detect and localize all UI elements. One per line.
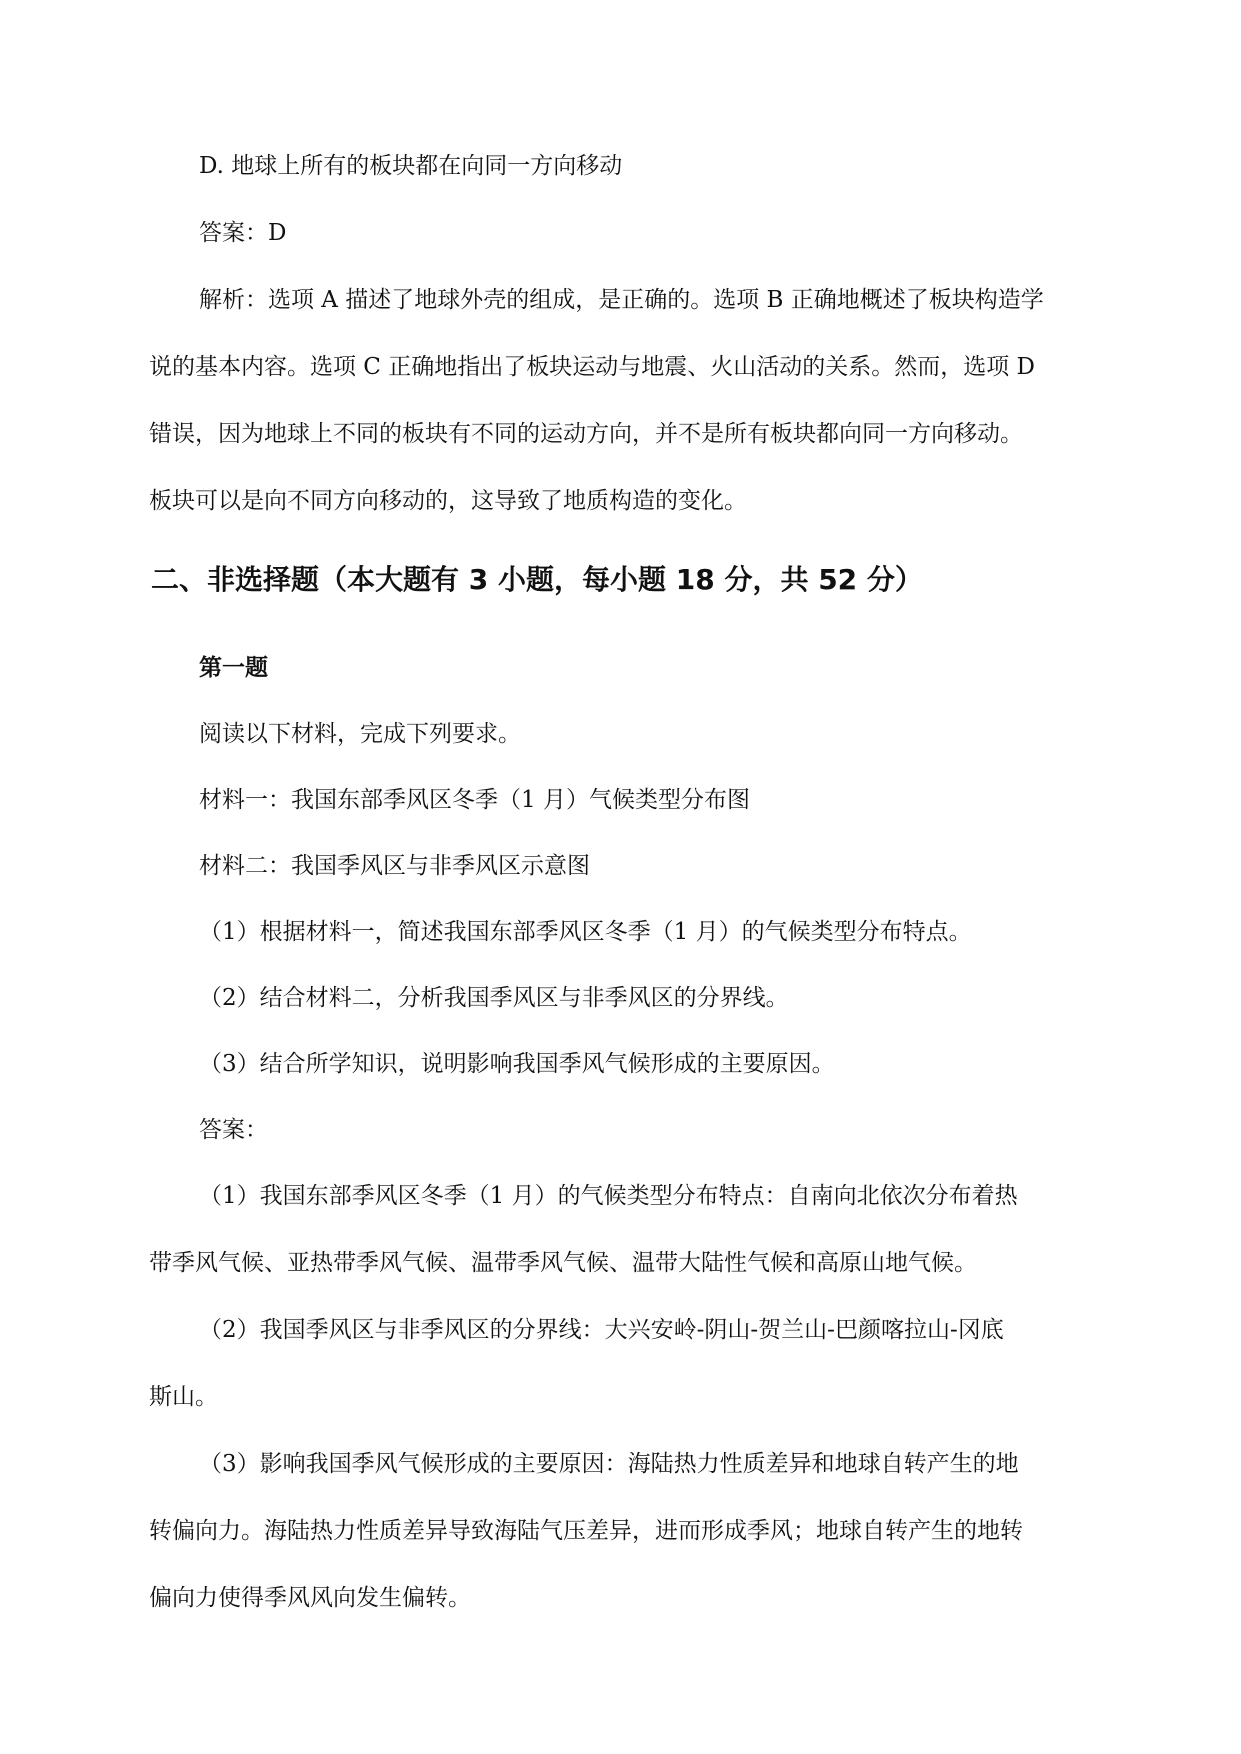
answer-1-line: 带季风气候、亚热带季风气候、温带季风气候、温带大陆性气候和高原山地气候。 xyxy=(149,1250,977,1276)
answer-3-line: 偏向力使得季风风向发生偏转。 xyxy=(149,1585,471,1611)
answer-label: 答案： xyxy=(199,1117,268,1143)
material-two: 材料二：我国季风区与非季风区示意图 xyxy=(199,853,590,879)
question-title: 第一题 xyxy=(199,655,268,681)
analysis-line: 板块可以是向不同方向移动的，这导致了地质构造的变化。 xyxy=(149,488,747,514)
material-one: 材料一：我国东部季风区冬季（1 月）气候类型分布图 xyxy=(199,787,750,813)
answer-1-line: （1）我国东部季风区冬季（1 月）的气候类型分布特点：自南向北依次分布着热 xyxy=(199,1183,1018,1209)
analysis-line: 错误，因为地球上不同的板块有不同的运动方向，并不是所有板块都向同一方向移动。 xyxy=(149,421,1023,447)
analysis-line: 解析：选项 A 描述了地球外壳的组成，是正确的。选项 B 正确地概述了板块构造学 xyxy=(199,287,1044,313)
question-intro: 阅读以下材料，完成下列要求。 xyxy=(199,721,521,747)
answer-3-line: （3）影响我国季风气候形成的主要原因：海陆热力性质差异和地球自转产生的地 xyxy=(199,1451,1019,1477)
answer-2-line: 斯山。 xyxy=(149,1384,218,1410)
answer-3-line: 转偏向力。海陆热力性质差异导致海陆气压差异，进而形成季风；地球自转产生的地转 xyxy=(149,1518,1023,1544)
sub-question-1: （1）根据材料一，简述我国东部季风区冬季（1 月）的气候类型分布特点。 xyxy=(199,919,972,945)
answer-2-line: （2）我国季风区与非季风区的分界线：大兴安岭-阴山-贺兰山-巴颜喀拉山-冈底 xyxy=(199,1317,1004,1343)
sub-question-2: （2）结合材料二，分析我国季风区与非季风区的分界线。 xyxy=(199,985,789,1011)
answer-text: 答案：D xyxy=(199,220,287,246)
sub-question-3: （3）结合所学知识，说明影响我国季风气候形成的主要原因。 xyxy=(199,1051,835,1077)
analysis-line: 说的基本内容。选项 C 正确地指出了板块运动与地震、火山活动的关系。然而，选项 D xyxy=(149,354,1035,380)
section-heading: 二、非选择题（本大题有 3 小题，每小题 18 分，共 52 分） xyxy=(151,563,923,596)
option-d: D. 地球上所有的板块都在向同一方向移动 xyxy=(199,153,623,179)
